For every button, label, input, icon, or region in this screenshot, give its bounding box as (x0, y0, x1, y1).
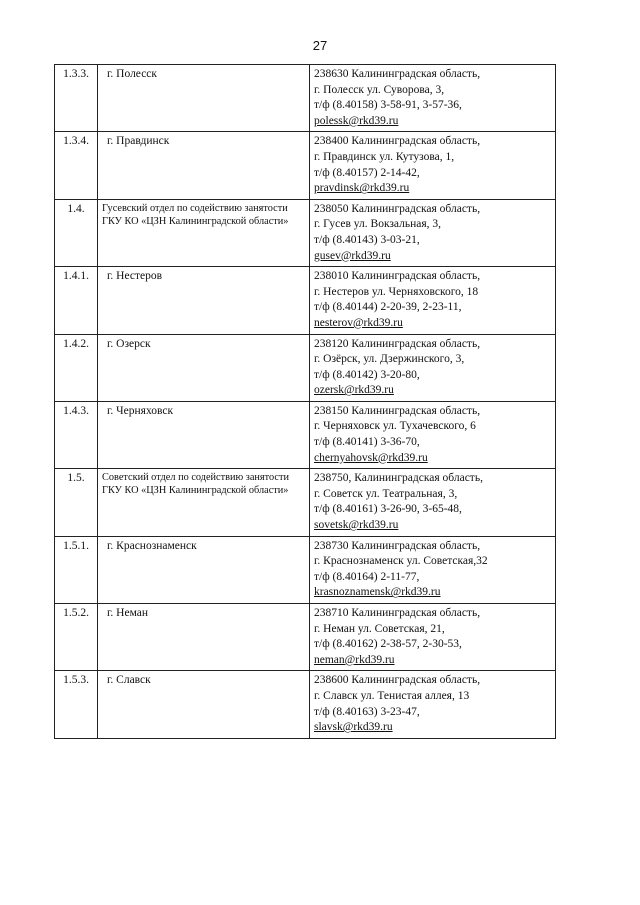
contact-cell (310, 267, 556, 334)
table-row (55, 199, 556, 266)
city-name: г. Неман (107, 607, 149, 619)
postal-address-line: 238120 Калининградская область, (314, 337, 481, 350)
office-name-cell (98, 267, 310, 334)
email-link[interactable]: polessk@rkd39.ru (314, 114, 399, 127)
postal-address-line: 238750, Калининградская область, (314, 472, 483, 485)
city-name: г. Нестеров (107, 270, 163, 283)
office-name-cell (98, 334, 310, 401)
phone-line: т/ф (8.40142) 3-20-80, (314, 368, 420, 381)
email-link[interactable]: nesterov@rkd39.ru (314, 316, 403, 329)
email-link[interactable]: chernyahovsk@rkd39.ru (314, 451, 428, 464)
street-address-line: г. Нестеров ул. Черняховского, 18 (314, 285, 479, 298)
phone-line: т/ф (8.40144) 2-20-39, 2-23-11, (314, 301, 462, 314)
street-address-line: г. Славск ул. Тенистая аллея, 13 (314, 689, 470, 702)
office-name-cell (98, 671, 310, 738)
office-name-cell (98, 536, 310, 603)
phone-line: т/ф (8.40158) 3-58-91, 3-57-36, (314, 99, 462, 112)
office-name-cell (98, 604, 310, 671)
contact-cell (310, 671, 556, 738)
city-name: г. Краснознаменск (107, 539, 197, 552)
department-name: Гусевский отдел по содействию занятости ГКУ КО «ЦЗН Калининградской области» (102, 202, 289, 227)
street-address-line: г. Правдинск ул. Кутузова, 1, (314, 150, 455, 163)
phone-line: т/ф (8.40157) 2-14-42, (314, 166, 420, 179)
contact-cell (310, 401, 556, 468)
table-row (55, 65, 556, 132)
row-number: 1.3.4. (55, 132, 98, 199)
contact-cell (310, 199, 556, 266)
row-number: 1.5. (55, 469, 98, 536)
city-name: г. Озерск (107, 337, 151, 350)
row-number: 1.3.3. (55, 65, 98, 132)
table-row (55, 604, 556, 671)
street-address-line: г. Озёрск, ул. Дзержинского, 3, (314, 353, 465, 366)
contact-cell (310, 469, 556, 536)
city-name: г. Правдинск (107, 135, 170, 148)
row-number: 1.4.3. (55, 401, 98, 468)
postal-address-line: 238050 Калининградская область, (314, 202, 481, 215)
table-body (55, 65, 556, 739)
table-row (55, 132, 556, 199)
email-link[interactable]: ozersk@rkd39.ru (314, 384, 394, 397)
table-row (55, 401, 556, 468)
table-row (55, 469, 556, 536)
postal-address-line: 238630 Калининградская область, (314, 68, 481, 80)
postal-address-line: 238010 Калининградская область, (314, 270, 481, 283)
row-number: 1.5.2. (55, 604, 98, 671)
office-name-cell (98, 132, 310, 199)
table-row (55, 536, 556, 603)
office-name-cell (98, 401, 310, 468)
phone-line: т/ф (8.40143) 3-03-21, (314, 233, 420, 246)
row-number: 1.4.2. (55, 334, 98, 401)
phone-line: т/ф (8.40162) 2-38-57, 2-30-53, (314, 638, 462, 651)
city-name: г. Славск (107, 674, 151, 687)
office-name-cell (98, 65, 310, 132)
contact-cell (310, 536, 556, 603)
street-address-line: г. Гусев ул. Вокзальная, 3, (314, 218, 442, 231)
city-name: г. Черняховск (107, 404, 174, 417)
email-link[interactable]: pravdinsk@rkd39.ru (314, 182, 410, 195)
email-link[interactable]: slavsk@rkd39.ru (314, 721, 393, 734)
row-number: 1.4. (55, 199, 98, 266)
table-row (55, 267, 556, 334)
postal-address-line: 238730 Калининградская область, (314, 539, 481, 552)
row-number: 1.5.3. (55, 671, 98, 738)
table-row (55, 671, 556, 738)
phone-line: т/ф (8.40163) 3-23-47, (314, 705, 420, 718)
contact-cell (310, 604, 556, 671)
postal-address-line: 238150 Калининградская область, (314, 404, 481, 417)
page-number: 27 (312, 38, 328, 53)
row-number: 1.4.1. (55, 267, 98, 334)
street-address-line: г. Черняховск ул. Тухачевского, 6 (314, 420, 476, 433)
department-name: Советский отдел по содействию занятости ГКУ КО «ЦЗН Калининградской области» (102, 472, 289, 497)
email-link[interactable]: sovetsk@rkd39.ru (314, 519, 399, 532)
phone-line: т/ф (8.40141) 3-36-70, (314, 436, 420, 449)
city-name: г. Полесск (107, 68, 157, 80)
street-address-line: г. Полесск ул. Суворова, 3, (314, 83, 445, 96)
contact-cell (310, 132, 556, 199)
contact-cell (310, 334, 556, 401)
email-link[interactable]: gusev@rkd39.ru (314, 249, 391, 262)
office-name-cell (98, 469, 310, 536)
phone-line: т/ф (8.40161) 3-26-90, 3-65-48, (314, 503, 462, 516)
employment-office-table (54, 64, 556, 739)
postal-address-line: 238710 Калининградская область, (314, 607, 481, 619)
email-link[interactable]: neman@rkd39.ru (314, 653, 395, 666)
street-address-line: г. Советск ул. Театральная, 3, (314, 487, 458, 500)
row-number: 1.5.1. (55, 536, 98, 603)
email-link[interactable]: krasnoznamensk@rkd39.ru (314, 586, 441, 599)
postal-address-line: 238600 Калининградская область, (314, 674, 481, 687)
office-name-cell (98, 199, 310, 266)
street-address-line: г. Неман ул. Советская, 21, (314, 622, 445, 635)
table-row (55, 334, 556, 401)
street-address-line: г. Краснознаменск ул. Советская,32 (314, 555, 488, 568)
contact-cell (310, 65, 556, 132)
phone-line: т/ф (8.40164) 2-11-77, (314, 570, 420, 583)
postal-address-line: 238400 Калининградская область, (314, 135, 481, 148)
